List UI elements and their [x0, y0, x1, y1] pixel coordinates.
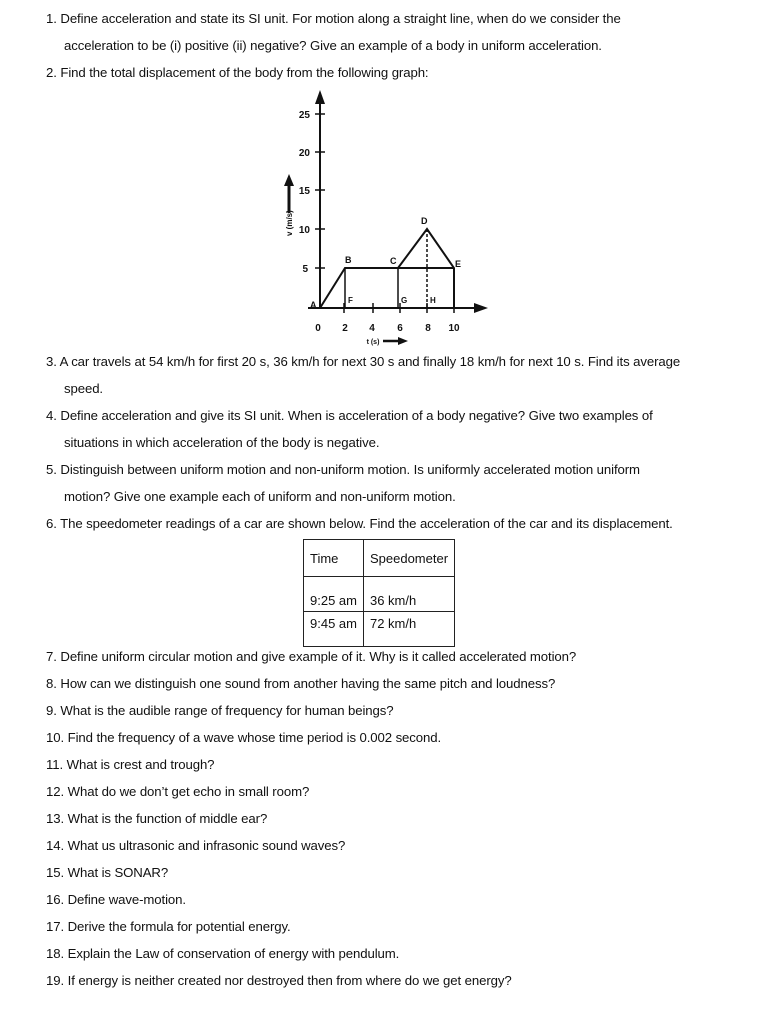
question-number: 3.	[46, 354, 57, 369]
question-text: What do we don’t get echo in small room?	[67, 784, 310, 799]
x-tick-label-6: 6	[397, 323, 403, 334]
question-1	[46, 5, 728, 59]
y-axis-arrow	[315, 90, 325, 104]
question-4	[46, 402, 728, 456]
y-tick-label-5: 5	[302, 264, 308, 275]
point-label-d: D	[421, 216, 428, 226]
graph-svg	[270, 86, 500, 356]
table-header-time: Time	[304, 540, 364, 577]
question-number: 16.	[46, 892, 65, 907]
y-axis-label: v (m/s)	[285, 210, 294, 236]
question-10	[46, 724, 728, 751]
question-18	[46, 940, 728, 967]
question-number: 1.	[46, 11, 57, 26]
x-tick-label-10: 10	[448, 323, 460, 334]
question-number: 19.	[46, 973, 65, 988]
table-cell-time: 9:25 am	[304, 577, 364, 612]
speedometer-table	[303, 539, 455, 647]
question-17	[46, 913, 728, 940]
question-text: Define uniform circular motion and give example of it. Why is it called accelerated motion?	[60, 649, 577, 664]
question-number: 11.	[46, 757, 64, 772]
x-tick-label-8: 8	[425, 323, 431, 334]
question-text: Distinguish between uniform motion and non-uniform motion. Is uniformly accelerated motion uniform	[60, 462, 640, 477]
x-tick-label-2: 2	[342, 323, 348, 334]
question-text: A car travels at 54 km/h for first 20 s, 36 km/h for next 30 s and finally 18 km/h for next 10 s. Find its average	[59, 354, 681, 369]
question-number: 15.	[46, 865, 65, 880]
x-tick-label-0: 0	[315, 323, 321, 334]
table-header-speedometer: Speedometer	[363, 540, 454, 577]
question-number: 12.	[46, 784, 65, 799]
y-label-arrowhead	[284, 174, 294, 186]
question-text: What is crest and trough?	[66, 757, 215, 772]
question-number: 6.	[46, 516, 57, 531]
table-cell-time: 9:45 am	[304, 612, 364, 647]
question-text-continued: acceleration to be (i) positive (ii) negative? Give an example of a body in uniform acceleration.	[64, 38, 602, 53]
question-text: The speedometer readings of a car are shown below. Find the acceleration of the car and its displacement.	[60, 516, 673, 531]
question-text: Find the frequency of a wave whose time period is 0.002 second.	[67, 730, 442, 745]
y-tick-label-20: 20	[298, 148, 310, 159]
y-tick-label-15: 15	[298, 186, 310, 197]
x-label-arrowhead	[398, 337, 408, 345]
question-text: How can we distinguish one sound from another having the same pitch and loudness?	[60, 676, 556, 691]
question-number: 5.	[46, 462, 57, 477]
point-label-e: E	[455, 259, 462, 269]
question-19	[46, 967, 728, 994]
point-label-b: B	[345, 255, 352, 265]
question-number: 10.	[46, 730, 65, 745]
question-text: What is the function of middle ear?	[67, 811, 268, 826]
table-header-row	[304, 540, 455, 577]
y-tick-label-10: 10	[298, 225, 310, 236]
table-row	[304, 612, 455, 647]
question-5	[46, 456, 728, 510]
question-13	[46, 805, 728, 832]
question-text: What us ultrasonic and infrasonic sound waves?	[67, 838, 346, 853]
point-label-h: H	[430, 296, 436, 305]
question-number: 8.	[46, 676, 57, 691]
x-axis-arrow	[474, 303, 488, 313]
x-tick-label-4: 4	[369, 323, 375, 334]
y-ticks	[299, 110, 325, 275]
velocity-time-graph	[270, 86, 500, 356]
question-text-continued: motion? Give one example each of uniform and non-uniform motion.	[64, 489, 456, 504]
question-text: If energy is neither created nor destroyed then from where do we get energy?	[67, 973, 512, 988]
question-2	[46, 59, 728, 86]
question-text: Define wave-motion.	[67, 892, 186, 907]
question-number: 17.	[46, 919, 65, 934]
point-label-c: C	[390, 256, 397, 266]
question-number: 9.	[46, 703, 57, 718]
table-row	[304, 577, 455, 612]
question-15	[46, 859, 728, 886]
question-text-continued: speed.	[64, 381, 103, 396]
question-8	[46, 670, 728, 697]
question-3	[46, 348, 728, 402]
question-6	[46, 510, 728, 537]
question-9	[46, 697, 728, 724]
question-number: 2.	[46, 65, 57, 80]
question-number: 13.	[46, 811, 65, 826]
point-label-a: A	[310, 300, 317, 310]
question-text-continued: situations in which acceleration of the body is negative.	[64, 435, 380, 450]
question-12	[46, 778, 728, 805]
point-label-g: G	[401, 296, 408, 305]
question-number: 14.	[46, 838, 65, 853]
question-text: Derive the formula for potential energy.	[67, 919, 291, 934]
question-text: Find the total displacement of the body from the following graph:	[60, 65, 429, 80]
question-text: Define acceleration and state its SI unit. For motion along a straight line, when do we consider the	[60, 11, 621, 26]
question-14	[46, 832, 728, 859]
question-16	[46, 886, 728, 913]
question-text: Explain the Law of conservation of energy with pendulum.	[67, 946, 400, 961]
question-11	[46, 751, 728, 778]
question-number: 4.	[46, 408, 57, 423]
question-text: What is the audible range of frequency for human beings?	[60, 703, 394, 718]
y-tick-label-25: 25	[298, 110, 310, 121]
question-7	[46, 643, 728, 670]
question-number: 7.	[46, 649, 57, 664]
table-cell-reading: 36 km/h	[363, 577, 454, 612]
point-label-f: F	[348, 296, 353, 305]
question-text: Define acceleration and give its SI unit. When is acceleration of a body negative? Give two examples of	[60, 408, 653, 423]
table-cell-reading: 72 km/h	[363, 612, 454, 647]
question-text: What is SONAR?	[67, 865, 169, 880]
question-number: 18.	[46, 946, 65, 961]
x-axis-label: t (s)	[366, 339, 380, 346]
